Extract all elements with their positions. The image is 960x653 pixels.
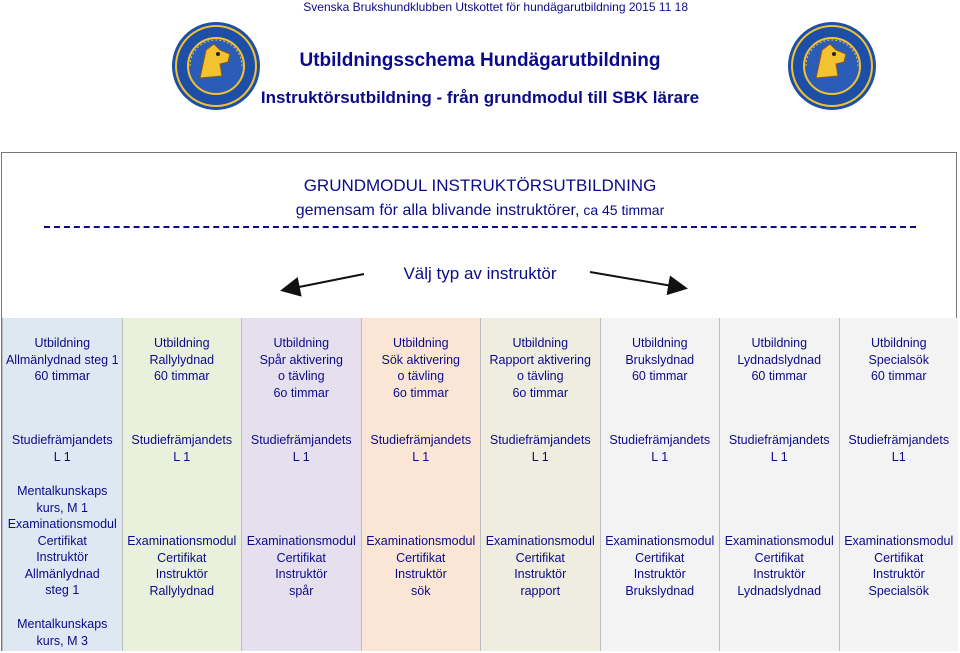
studie-line: Studiefrämjandets (131, 433, 233, 447)
exam-block (481, 533, 600, 599)
exam-line: Examinationsmodul (366, 534, 476, 548)
title-line: Allmänlydnad steg 1 (5, 352, 119, 367)
title-line: Utbildning (631, 336, 688, 350)
exam-line: Lydnadslydnad (737, 583, 822, 598)
studie-block (242, 432, 361, 465)
mental-line: Examinationsmodul (7, 517, 117, 531)
title-line: o tävling (516, 369, 564, 383)
exam-line: Instruktör (155, 567, 208, 581)
title-line: 60 timmar (870, 369, 927, 383)
title-line: Utbildning (751, 336, 808, 350)
grundmodul-title: GRUNDMODUL INSTRUKTÖRSUTBILDNING (303, 176, 657, 195)
title-line: Brukslydnad (625, 352, 695, 367)
title-line: Utbildning (273, 336, 330, 350)
mental-line: Instruktör (36, 550, 89, 564)
mental2-block (3, 616, 122, 649)
title-line: Rallylydnad (149, 352, 215, 367)
studie-line: Studiefrämjandets (609, 433, 711, 447)
exam-line: Examinationsmodul (127, 534, 237, 548)
column-6 (600, 318, 720, 651)
exam-line: Certifikat (754, 550, 804, 565)
title-line: o tävling (277, 369, 325, 383)
exam-line: Certifikat (396, 550, 446, 565)
grundmodul-subtitle (0, 202, 960, 220)
mental2-line: Mentalkunskaps (17, 617, 108, 631)
exam-line: sök (411, 583, 431, 598)
exam-line: Examinationsmodul (844, 534, 954, 548)
title-line: 60 timmar (631, 369, 688, 383)
title-line: 60 timmar (34, 369, 91, 383)
exam-line: Instruktör (275, 567, 328, 581)
studie-line: L 1 (770, 449, 788, 464)
mental-line: Allmänlydnad (24, 566, 100, 581)
exam-line: Examinationsmodul (724, 534, 834, 548)
column-1 (2, 318, 122, 651)
exam-line: spår (289, 583, 314, 598)
title-block (3, 335, 122, 385)
exam-line: Instruktör (514, 567, 567, 581)
exam-line: Examinationsmodul (485, 534, 595, 548)
studie-line: Studiefrämjandets (848, 433, 950, 447)
studie-block (720, 432, 839, 465)
title-line: 60 timmar (751, 369, 808, 383)
exam-block (242, 533, 361, 599)
title-line: Lydnadslydnad (737, 352, 822, 367)
column-5 (480, 318, 600, 651)
studie-line: Studiefrämjandets (250, 433, 352, 447)
exam-block (720, 533, 839, 599)
title-line: Rapport aktivering (489, 352, 591, 367)
mental-line: Mentalkunskaps (17, 484, 108, 498)
exam-line: Examinationsmodul (605, 534, 715, 548)
title-line: Utbildning (34, 336, 91, 350)
title-block (362, 335, 481, 401)
dashed-divider (44, 226, 916, 240)
mental-line: steg 1 (45, 583, 80, 597)
exam-block (123, 533, 242, 599)
page-title: Utbildningsschema Hundägarutbildning (299, 50, 661, 71)
exam-line: Examinationsmodul (246, 534, 356, 548)
studie-line: Studiefrämjandets (370, 433, 472, 447)
title-block (840, 335, 959, 385)
studie-block (123, 432, 242, 465)
exam-line: Rallylydnad (149, 583, 215, 598)
title-line: 60 timmar (153, 369, 210, 383)
title-line: 6o timmar (512, 385, 569, 400)
exam-line: Certifikat (635, 550, 685, 565)
exam-line: Certifikat (515, 550, 565, 565)
exam-line: Instruktör (872, 567, 925, 581)
title-block (601, 335, 720, 385)
title-line: Specialsök (868, 352, 929, 367)
choose-instructor-type: Välj typ av instruktör (403, 264, 557, 283)
studie-block (840, 432, 959, 465)
title-line: Utbildning (870, 336, 927, 350)
column-7 (719, 318, 839, 651)
studie-line: Studiefrämjandets (728, 433, 830, 447)
title-block (720, 335, 839, 385)
instructor-columns (2, 318, 958, 651)
studie-block (362, 432, 481, 465)
studie-line: L 1 (651, 449, 669, 464)
mental-line: Certifikat (37, 533, 87, 548)
mental-line: kurs, M 1 (36, 500, 88, 515)
exam-line: Certifikat (276, 550, 326, 565)
title-block (242, 335, 361, 401)
exam-block (840, 533, 959, 599)
studie-block (481, 432, 600, 465)
mental-block (3, 483, 122, 599)
title-line: 6o timmar (392, 385, 449, 400)
exam-line: Instruktör (633, 567, 686, 581)
studie-block (3, 432, 122, 465)
title-line: 6o timmar (273, 385, 330, 400)
studie-line: L 1 (53, 449, 71, 464)
column-4 (361, 318, 481, 651)
title-block (123, 335, 242, 385)
title-line: Utbildning (512, 336, 569, 350)
exam-line: Certifikat (157, 550, 207, 565)
studie-line: L 1 (292, 449, 310, 464)
studie-line: L 1 (412, 449, 430, 464)
mental2-line: kurs, M 3 (36, 633, 88, 648)
studie-line: L1 (891, 449, 906, 464)
exam-line: rapport (520, 583, 561, 598)
header-note: Svenska Brukshundklubben Utskottet för hundägarutbildning 2015 11 18 (303, 0, 688, 14)
exam-block (601, 533, 720, 599)
studie-line: L 1 (531, 449, 549, 464)
exam-line: Instruktör (394, 567, 447, 581)
grundmodul-subtitle-hours: ca 45 timmar (579, 202, 665, 218)
exam-line: Instruktör (753, 567, 806, 581)
title-line: o tävling (397, 369, 445, 383)
exam-line: Brukslydnad (625, 583, 695, 598)
exam-line: Specialsök (868, 583, 929, 598)
studie-line: Studiefrämjandets (11, 433, 113, 447)
title-line: Utbildning (392, 336, 449, 350)
exam-line: Certifikat (874, 550, 924, 565)
title-line: Utbildning (153, 336, 210, 350)
studie-block (601, 432, 720, 465)
title-block (481, 335, 600, 401)
title-line: Sök aktivering (381, 352, 460, 367)
column-3 (241, 318, 361, 651)
exam-block (362, 533, 481, 599)
column-2 (122, 318, 242, 651)
page-subtitle: Instruktörsutbildning - från grundmodul till SBK lärare (260, 88, 700, 107)
grundmodul-subtitle-main: gemensam för alla blivande instruktörer, (295, 202, 580, 219)
title-line: Spår aktivering (259, 352, 343, 367)
studie-line: Studiefrämjandets (489, 433, 591, 447)
column-8 (839, 318, 959, 651)
studie-line: L 1 (173, 449, 191, 464)
